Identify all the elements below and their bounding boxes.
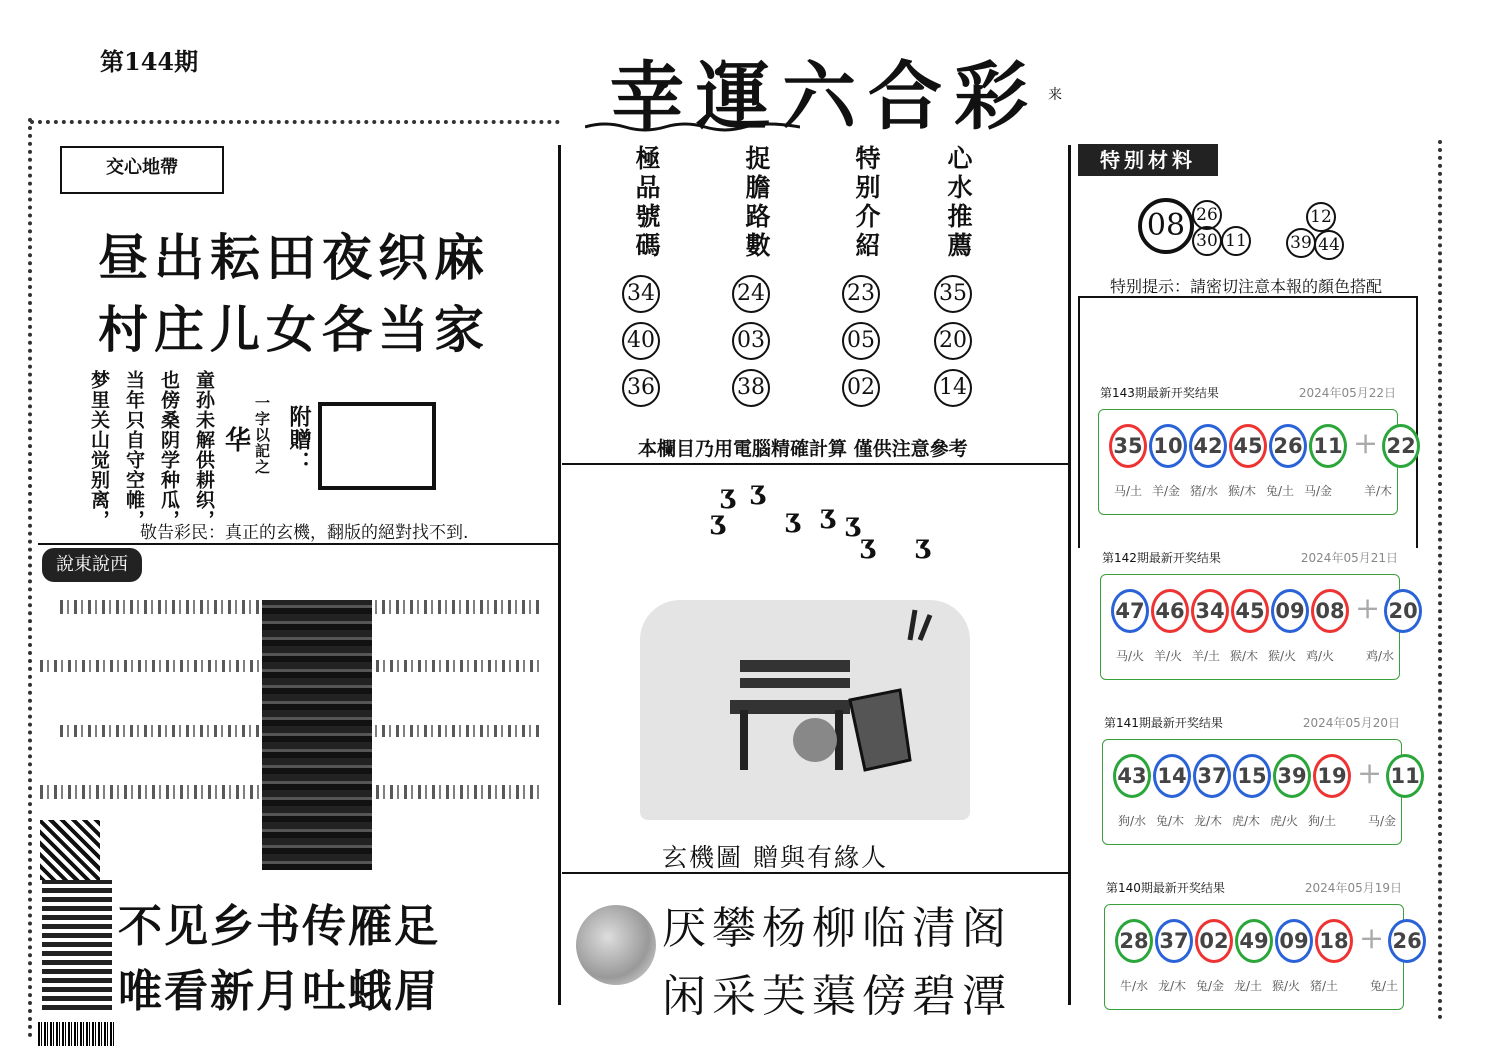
special-ball: 22	[1382, 424, 1420, 468]
result-date: 2024年05月19日	[1304, 881, 1402, 895]
column-4	[939, 145, 976, 400]
column-number: 14	[934, 369, 972, 407]
main-number: 08	[1138, 198, 1194, 254]
top-border-vine	[30, 120, 560, 124]
result-card	[1104, 875, 1422, 1027]
column-number: 34	[622, 275, 660, 313]
column-head: 極品號碼	[632, 145, 661, 261]
lottery-ball: 37	[1155, 919, 1193, 963]
lottery-ball: 28	[1115, 919, 1153, 963]
zodiac-label: 羊/金	[1151, 484, 1181, 498]
column-3	[847, 145, 884, 400]
zodiac-spacer	[1337, 482, 1359, 499]
zodiac-label: 马/火	[1115, 649, 1145, 663]
lottery-ball: 45	[1229, 424, 1267, 468]
lottery-ball: 09	[1271, 589, 1309, 633]
title-suffix: 来	[1048, 87, 1062, 103]
column-number: 36	[622, 369, 660, 407]
column-head: 心水推薦	[944, 145, 973, 261]
divider-right	[1068, 145, 1071, 1005]
result-frame	[1100, 574, 1418, 680]
small-poem	[88, 370, 218, 530]
column-2	[737, 145, 774, 400]
poem-line-2: 村庄儿女各当家	[98, 301, 490, 359]
lottery-ball: 39	[1273, 754, 1311, 798]
result-head	[1100, 545, 1400, 570]
small-poem-line: 梦里关山觉别离，	[88, 370, 110, 530]
result-title: 第141期最新开奖结果	[1104, 716, 1223, 730]
lottery-ball: 18	[1315, 919, 1353, 963]
side-number: 12	[1306, 202, 1336, 232]
gift-label: 附贈：	[286, 405, 312, 474]
warning-note: 敬告彩民：真正的玄機，翻版的絕對找不到.	[140, 523, 469, 543]
plus-icon: +	[1353, 426, 1379, 461]
zodiac-row	[1113, 812, 1401, 829]
result-head	[1102, 710, 1402, 735]
color-hint: 特别提示：請密切注意本報的顏色搭配	[1110, 277, 1383, 296]
ball-row	[1109, 424, 1422, 468]
lottery-ball: 43	[1113, 754, 1151, 798]
column-number: 23	[842, 275, 880, 313]
special-ball: 11	[1386, 754, 1424, 798]
zodiac-label: 马/土	[1113, 484, 1143, 498]
result-title: 第140期最新开奖结果	[1106, 881, 1225, 895]
zodiac-label: 马/金	[1303, 484, 1333, 498]
column-1	[627, 145, 664, 400]
column-number: 05	[842, 322, 880, 360]
section-banner: 交心地帶	[60, 146, 224, 194]
zodiac-label: 兔/金	[1195, 979, 1225, 993]
zodiac-label: 兔/木	[1155, 814, 1185, 828]
bottom-poem-2: 闲采芙蕖傍碧潭	[662, 971, 1012, 1022]
ball-row	[1113, 754, 1426, 798]
lottery-ball: 09	[1275, 919, 1313, 963]
lottery-ball: 46	[1151, 589, 1189, 633]
side-number: 11	[1221, 226, 1251, 256]
special-zodiac-label: 鸡/水	[1365, 649, 1395, 663]
zodiac-label: 猴/火	[1271, 979, 1301, 993]
divider-left-panel	[38, 543, 558, 545]
result-frame	[1104, 904, 1422, 1010]
result-date: 2024年05月21日	[1300, 551, 1398, 565]
result-date: 2024年05月20日	[1302, 716, 1400, 730]
zodiac-label: 龙/木	[1193, 814, 1223, 828]
result-head	[1104, 875, 1404, 900]
lottery-ball: 11	[1309, 424, 1347, 468]
zodiac-spacer	[1341, 812, 1363, 829]
result-title: 第142期最新开奖结果	[1102, 551, 1221, 565]
result-card	[1100, 545, 1418, 697]
zodiac-row	[1115, 977, 1403, 994]
result-card	[1102, 710, 1420, 862]
right-border-vine	[1438, 140, 1442, 1020]
yin-yang-icon	[576, 905, 656, 985]
right-banner: 特别材料	[1078, 144, 1218, 176]
result-title: 第143期最新开奖结果	[1100, 386, 1219, 400]
bottom-poem-1: 厌攀杨柳临清阁	[662, 903, 1012, 954]
ball-row	[1115, 919, 1428, 963]
lottery-ball: 42	[1189, 424, 1227, 468]
lottery-ball: 14	[1153, 754, 1191, 798]
result-card	[1098, 380, 1416, 532]
side-number: 30	[1192, 226, 1222, 256]
result-frame	[1102, 739, 1420, 845]
special-zodiac-label: 马/金	[1367, 814, 1397, 828]
divider-left	[558, 145, 561, 1005]
lottery-ball: 37	[1193, 754, 1231, 798]
zodiac-label: 牛/水	[1119, 979, 1149, 993]
hint-char-label: 一字以記之	[253, 395, 271, 475]
zodiac-label: 猪/水	[1189, 484, 1219, 498]
poem-line-1: 昼出耘田夜织麻	[98, 229, 490, 287]
lottery-ball: 47	[1111, 589, 1149, 633]
column-number: 02	[842, 369, 880, 407]
lottery-ball: 35	[1109, 424, 1147, 468]
gift-box	[318, 402, 436, 490]
left-bottom-poem-1: 不见乡书传雁足	[118, 901, 440, 952]
page-title: 幸運六合彩	[610, 54, 1040, 140]
zodiac-label: 兔/土	[1265, 484, 1295, 498]
zodiac-row	[1109, 482, 1397, 499]
plus-icon: +	[1357, 756, 1383, 791]
lottery-ball: 10	[1149, 424, 1187, 468]
lottery-ball: 34	[1191, 589, 1229, 633]
special-ball: 26	[1388, 919, 1426, 963]
special-zodiac-label: 兔/土	[1369, 979, 1399, 993]
column-number: 03	[732, 322, 770, 360]
column-head: 捉膽路數	[742, 145, 771, 261]
divider-mid-top	[562, 463, 1068, 465]
ball-row	[1111, 589, 1424, 633]
zodiac-label: 羊/土	[1191, 649, 1221, 663]
column-number: 40	[622, 322, 660, 360]
ornament-icon	[585, 121, 800, 133]
lottery-ball: 15	[1233, 754, 1271, 798]
special-zodiac-label: 羊/木	[1363, 484, 1393, 498]
lottery-ball: 49	[1235, 919, 1273, 963]
scene-caption: 玄機圖 贈與有緣人	[662, 843, 888, 872]
results-frame-left	[1078, 298, 1080, 548]
scan-block	[262, 600, 372, 870]
lottery-ball: 19	[1313, 754, 1351, 798]
lottery-ball: 08	[1311, 589, 1349, 633]
calc-note: 本欄目乃用電腦精確計算 僅供注意參考	[638, 438, 968, 460]
scan-block	[40, 820, 100, 880]
zodiac-label: 虎/木	[1231, 814, 1261, 828]
number-columns	[620, 145, 1000, 435]
zodiac-label: 猪/土	[1309, 979, 1339, 993]
section-banner-2: 說東說西	[42, 548, 142, 582]
zodiac-label: 猴/木	[1229, 649, 1259, 663]
column-number: 24	[732, 275, 770, 313]
zodiac-label: 龙/木	[1157, 979, 1187, 993]
zodiac-label: 猴/木	[1227, 484, 1257, 498]
issue-number: 第144期	[100, 47, 199, 76]
result-frame	[1098, 409, 1416, 515]
zodiac-row	[1111, 647, 1399, 664]
small-poem-line: 也傍桑阴学种瓜，	[158, 370, 180, 530]
zodiac-spacer	[1339, 647, 1361, 664]
barcode	[38, 1022, 116, 1046]
results-frame-right	[1416, 298, 1418, 548]
column-head: 特别介紹	[852, 145, 881, 261]
zodiac-label: 狗/水	[1117, 814, 1147, 828]
lottery-ball: 26	[1269, 424, 1307, 468]
side-number: 39	[1286, 228, 1316, 258]
zodiac-label: 龙/土	[1233, 979, 1263, 993]
zodiac-spacer	[1343, 977, 1365, 994]
small-poem-line: 童孙未解供耕织，	[193, 370, 215, 530]
special-ball: 20	[1384, 589, 1422, 633]
column-number: 38	[732, 369, 770, 407]
scene-illustration	[640, 600, 970, 820]
birds-icon: ʒ ʒ ʒ ʒ ʒ ʒ ʒ ʒ	[710, 476, 930, 560]
left-bottom-poem-2: 唯看新月吐蛾眉	[118, 966, 440, 1017]
bench-icon	[640, 600, 970, 820]
scan-block	[42, 880, 112, 1010]
left-border-vine	[28, 118, 32, 1038]
column-number: 20	[934, 322, 972, 360]
zodiac-label: 鸡/火	[1305, 649, 1335, 663]
column-number: 35	[934, 275, 972, 313]
lottery-ball: 45	[1231, 589, 1269, 633]
result-date: 2024年05月22日	[1298, 386, 1396, 400]
plus-icon: +	[1355, 591, 1381, 626]
zodiac-label: 虎/火	[1269, 814, 1299, 828]
result-head	[1098, 380, 1398, 405]
zodiac-label: 羊/火	[1153, 649, 1183, 663]
hint-rule	[1078, 296, 1418, 298]
title-ornament	[585, 118, 800, 126]
side-number: 26	[1192, 200, 1222, 230]
zodiac-label: 狗/土	[1307, 814, 1337, 828]
lottery-ball: 02	[1195, 919, 1233, 963]
plus-icon: +	[1359, 921, 1385, 956]
zodiac-label: 猴/火	[1267, 649, 1297, 663]
side-number: 44	[1314, 230, 1344, 260]
hint-char: 华	[225, 426, 252, 456]
small-poem-line: 当年只自守空帷，	[123, 370, 145, 530]
